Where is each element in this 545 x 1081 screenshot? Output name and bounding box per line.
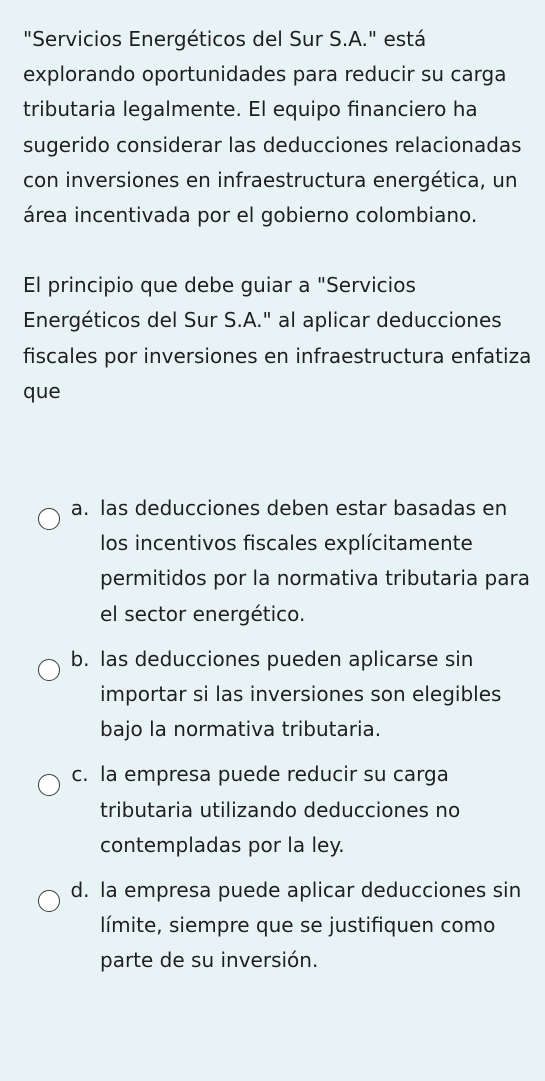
option-letter: c. (71, 762, 89, 787)
option-d[interactable] (38, 873, 538, 979)
option-text: la empresa puede aplicar deducciones sin límite, siempre que se justifiquen como parte de su inversión. (100, 878, 522, 973)
option-text: la empresa puede reducir su carga tributaria utilizando deducciones no contempladas por la ley. (100, 762, 461, 857)
radio-button-b[interactable] (38, 659, 60, 681)
radio-button-c[interactable] (38, 774, 60, 796)
option-a[interactable] (38, 491, 538, 632)
option-text: las deducciones deben estar basadas en los incentivos fiscales explícitamente permitidos por la normativa tributaria para el sector energético. (100, 496, 530, 626)
option-letter: a. (70, 496, 90, 520)
option-c[interactable] (38, 757, 538, 863)
question-paragraph-prompt: El principio que debe guiar a "Servicios Energéticos del Sur S.A." al aplicar deducciones fiscales por inversiones en infraestructura enfatiza que (23, 273, 532, 403)
option-letter: b. (70, 646, 90, 671)
option-b[interactable] (38, 642, 538, 748)
answer-options (38, 491, 538, 989)
question-paragraph-context: "Servicios Energéticos del Sur S.A." está explorando oportunidades para reducir su carga tributaria legalmente. El equipo financiero ha sugerido considerar las deducciones relacionadas con inversiones en infraestructura energética, un área incentivada por el gobierno colombiano. (23, 27, 522, 228)
option-text: las deducciones pueden aplicarse sin importar si las inversiones son elegibles bajo la normativa tributaria. (100, 646, 502, 742)
question-text (23, 22, 533, 409)
radio-button-d[interactable] (38, 890, 60, 912)
option-letter: d. (70, 878, 90, 903)
radio-button-a[interactable] (38, 508, 60, 530)
